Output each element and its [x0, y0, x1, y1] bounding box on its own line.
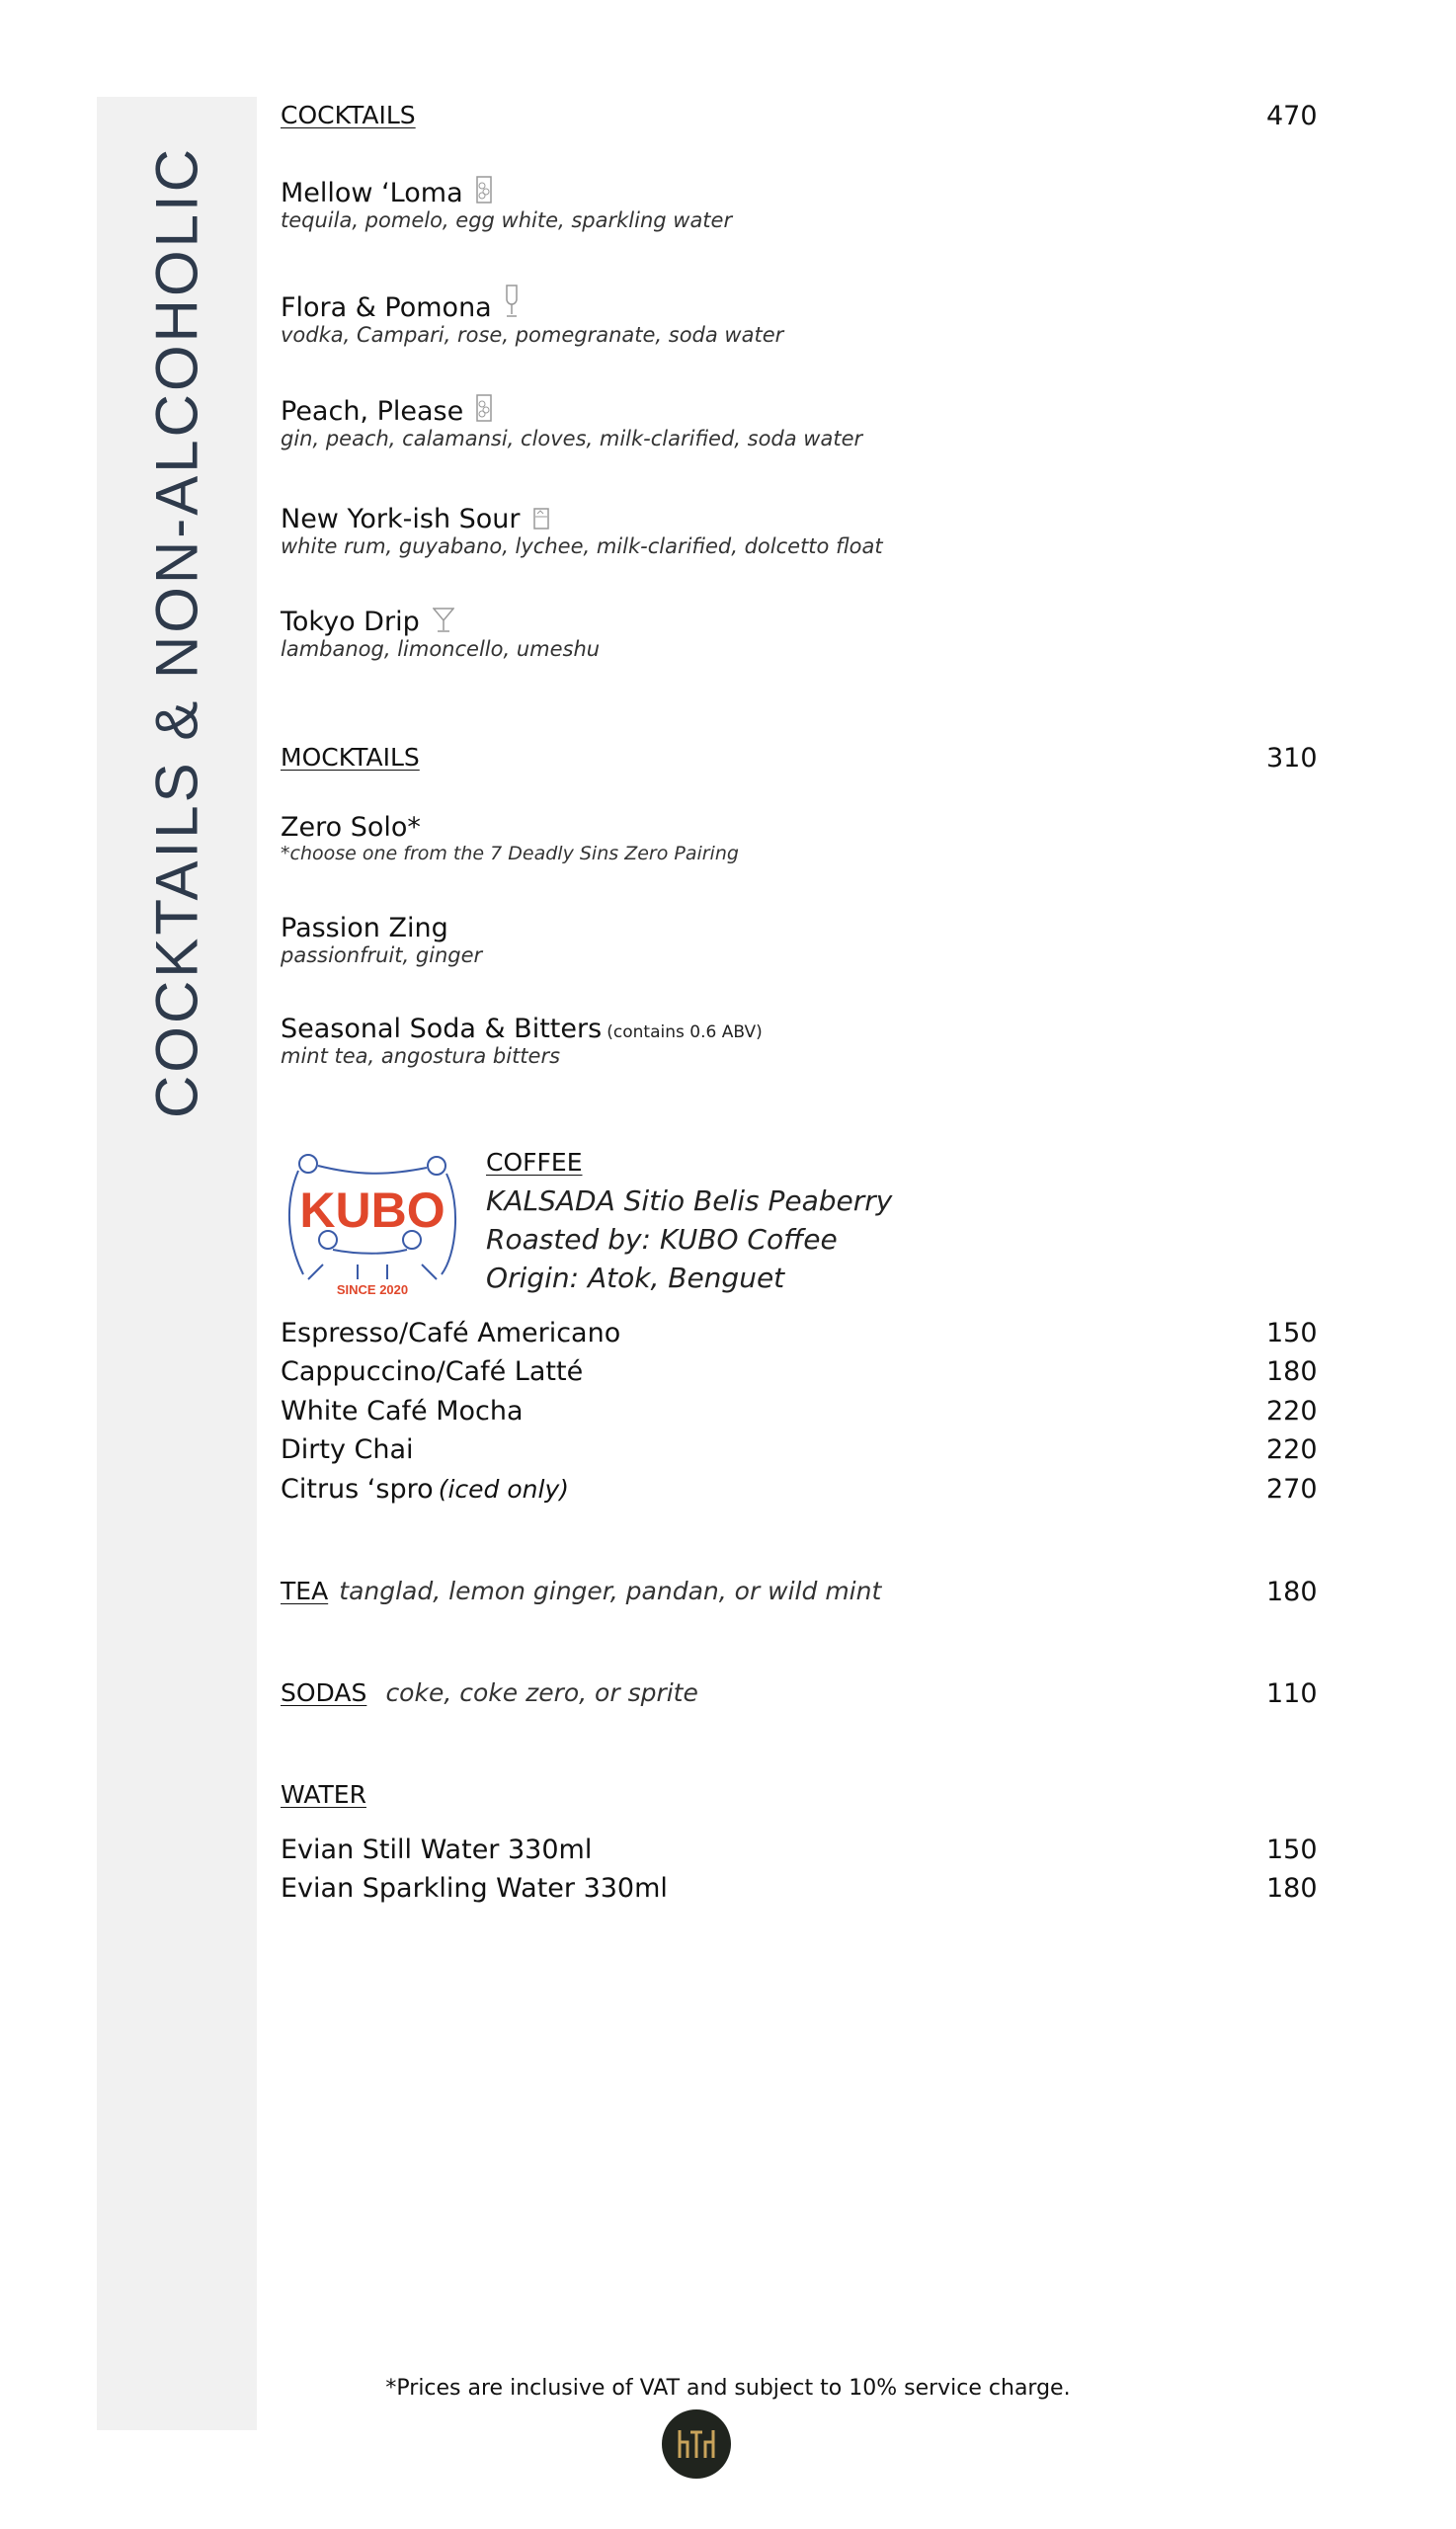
- item-name: Zero Solo*: [281, 812, 421, 843]
- water-item-price: 180: [1266, 1873, 1318, 1904]
- tea-header: TEA: [281, 1577, 329, 1605]
- coffee-bean: KALSADA Sitio Belis Peaberry: [486, 1184, 893, 1217]
- sodas-price: 110: [1266, 1678, 1318, 1709]
- menu-item: [281, 607, 600, 661]
- item-description: white rum, guyabano, lychee, milk-clarified, dolcetto float: [281, 534, 883, 558]
- tea-row: [281, 1577, 881, 1605]
- menu-item: [281, 394, 862, 450]
- highball-glass-icon: [476, 176, 492, 207]
- coffee-item-name: Espresso/Café Americano: [281, 1318, 621, 1348]
- item-note: (contains 0.6 ABV): [607, 1022, 763, 1042]
- item-description: gin, peach, calamansi, cloves, milk-clarified, soda water: [281, 427, 863, 450]
- sodas-header: SODAS: [281, 1678, 367, 1707]
- rocks-glass-icon: [533, 508, 549, 533]
- item-name: Passion Zing: [281, 913, 448, 943]
- coffee-item-price: 150: [1266, 1318, 1318, 1348]
- menu-item: [281, 176, 732, 232]
- item-name: Flora & Pomona: [281, 292, 492, 323]
- water-item-name: Evian Still Water 330ml: [281, 1835, 593, 1865]
- sodas-row: [281, 1678, 698, 1707]
- champagne-flute-icon: [505, 285, 519, 322]
- cocktails-price: 470: [1266, 101, 1318, 131]
- coffee-roaster: Roasted by: KUBO Coffee: [486, 1223, 838, 1256]
- item-description: mint tea, angostura bitters: [281, 1044, 561, 1068]
- coffee-item-price: 220: [1266, 1434, 1318, 1465]
- water-item-name: Evian Sparkling Water 330ml: [281, 1873, 668, 1904]
- item-name: Seasonal Soda & Bitters: [281, 1014, 603, 1044]
- coffee-item-note: (iced only): [438, 1475, 569, 1504]
- menu-item: [281, 913, 482, 967]
- menu-item: [281, 285, 783, 347]
- brand-logo: [662, 2409, 731, 2479]
- coffee-item-name: Citrus ‘spro: [281, 1474, 434, 1505]
- mocktails-price: 310: [1266, 743, 1318, 774]
- item-description: *choose one from the 7 Deadly Sins Zero Pairing: [281, 843, 739, 864]
- item-name: Tokyo Drip: [281, 607, 420, 637]
- menu-item: [281, 504, 883, 558]
- item-description: lambanog, limoncello, umeshu: [281, 637, 601, 661]
- water-item-price: 150: [1266, 1835, 1318, 1865]
- cocktails-header: COCKTAILS: [281, 101, 416, 129]
- water-header: WATER: [281, 1780, 366, 1809]
- coffee-item-name: White Café Mocha: [281, 1396, 524, 1427]
- kubo-logo-since: SINCE 2020: [336, 1282, 409, 1297]
- item-name: New York-ish Sour: [281, 504, 521, 534]
- item-name: Peach, Please: [281, 396, 464, 427]
- item-description: passionfruit, ginger: [281, 943, 483, 967]
- tea-description: tanglad, lemon ginger, pandan, or wild mint: [339, 1577, 882, 1605]
- kubo-logo-text: KUBO: [299, 1183, 445, 1238]
- coffee-item: [281, 1474, 569, 1505]
- coffee-item-name: Cappuccino/Café Latté: [281, 1356, 584, 1387]
- menu-item: [281, 1014, 763, 1068]
- item-description: tequila, pomelo, egg white, sparkling water: [281, 208, 733, 232]
- kubo-coffee-logo: [279, 1146, 466, 1299]
- highball-glass-icon: [476, 394, 492, 426]
- item-name: Mellow ‘Loma: [281, 178, 463, 208]
- coffee-item-price: 270: [1266, 1474, 1318, 1505]
- item-description: vodka, Campari, rose, pomegranate, soda water: [281, 323, 784, 347]
- coffee-item-price: 220: [1266, 1396, 1318, 1427]
- coffee-item-name: Dirty Chai: [281, 1434, 414, 1465]
- coupe-glass-icon: [433, 607, 454, 636]
- coffee-header: COFFEE: [486, 1148, 583, 1177]
- page-title: COCKTAILS & NON-ALCOHOLIC: [143, 145, 210, 1119]
- coffee-origin: Origin: Atok, Benguet: [486, 1262, 785, 1294]
- mocktails-header: MOCKTAILS: [281, 743, 420, 772]
- tea-price: 180: [1266, 1577, 1318, 1607]
- sodas-description: coke, coke zero, or sprite: [385, 1678, 698, 1707]
- footer-note: *Prices are inclusive of VAT and subject to 10% service charge.: [385, 2376, 1071, 2401]
- menu-item: [281, 812, 739, 864]
- coffee-item-price: 180: [1266, 1356, 1318, 1387]
